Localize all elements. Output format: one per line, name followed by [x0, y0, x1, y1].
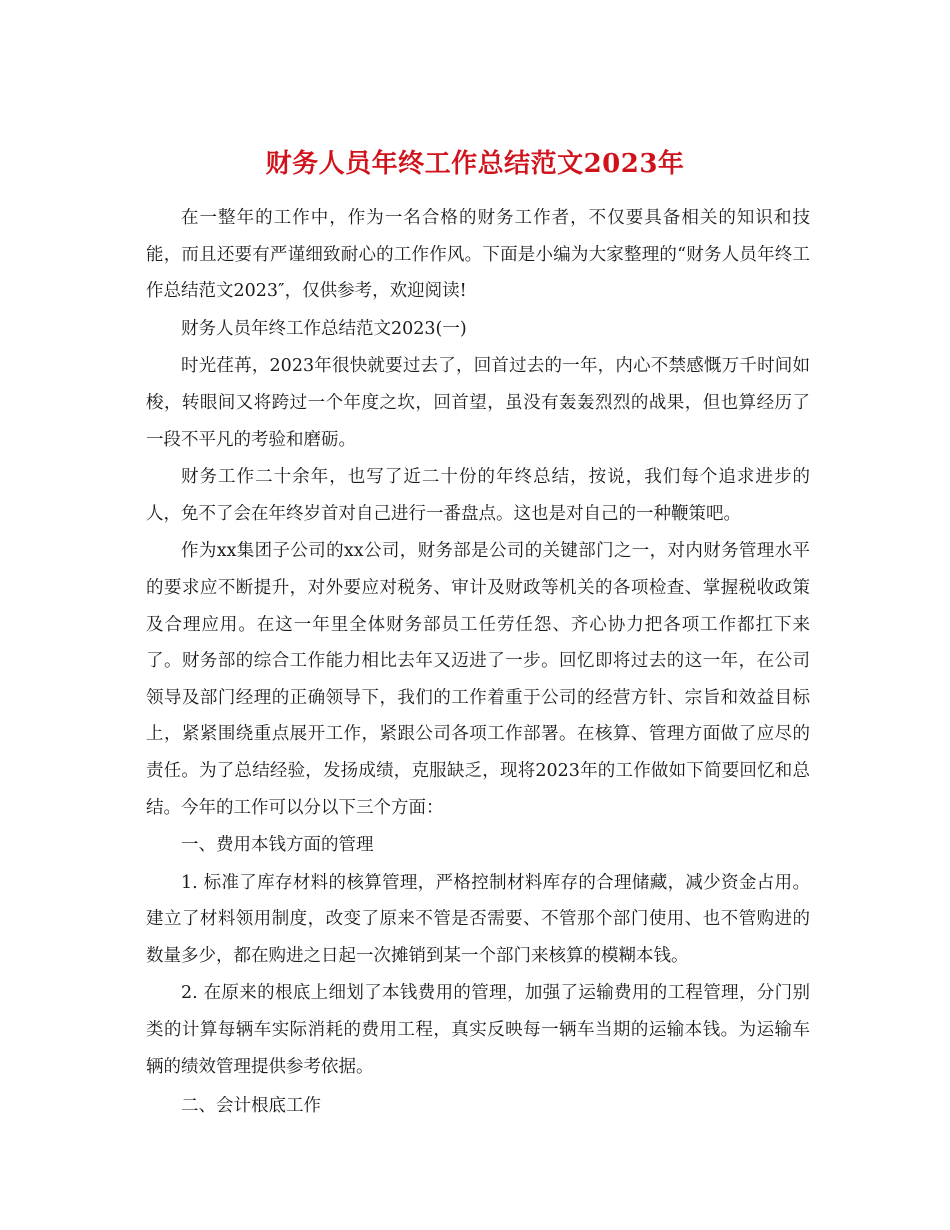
heading-1: 一、费用本钱方面的管理 — [181, 835, 374, 856]
paragraph-1: 时光荏苒，2023年很快就要过去了，回首过去的一年，内心不禁感慨万千时间如梭，转眼间又将跨过一个年度之坎，回首望，虽没有轰轰烈烈的战果，但也算经历了一段不平凡的考验和磨砺。 — [146, 356, 810, 450]
document-body — [146, 200, 810, 1125]
document-title: 财务人员年终工作总结范文2023年 — [265, 149, 685, 180]
paragraph-2: 财务工作二十余年，也写了近二十份的年终总结，按说，我们每个追求进步的人，免不了会在年终岁首对自己进行一番盘点。这也是对自己的一种鞭策吧。 — [146, 467, 810, 524]
paragraph-3: 作为xx集团子公司的xx公司，财务部是公司的关键部门之一，对内财务管理水平的要求应不断提升，对外要应对税务、审计及财政等机关的各项检查、掌握税收政策及合理应用。在这一年里全体财务部员工任劳任怨、齐心协力把各项工作都扛下来了。财务部的综合工作能力相比去年又迈进了一步。回忆即将过去的这一年，在公司领导及部门经理的正确领导下，我们的工作着重于公司的经营方针、宗旨和效益目标上，紧紧围绕重点展开工作，紧跟公司各项工作部署。在核算、管理方面做了应尽的责任。为了总结经验，发扬成绩，克服缺乏，现将2023年的工作做如下简要回忆和总结。今年的工作可以分以下三个方面： — [146, 541, 810, 818]
heading-2: 二、会计根底工作 — [181, 1096, 321, 1117]
item-1: 1. 标准了库存材料的核算管理，严格控制材料库存的合理储藏，减少资金占用。建立了材料领用制度，改变了原来不管是否需要、不管那个部门使用、也不管购进的数量多少，都在购进之日起一次摊销到某一个部门来核算的模糊本钱。 — [146, 872, 810, 966]
intro-paragraph: 在一整年的工作中，作为一名合格的财务工作者，不仅要具备相关的知识和技能，而且还要有严谨细致耐心的工作作风。下面是小编为大家整理的“财务人员年终工作总结范文2023″，仅供参考，欢迎阅读! — [146, 208, 810, 302]
section-title: 财务人员年终工作总结范文2023(一) — [181, 318, 467, 339]
item-2: 2. 在原来的根底上细划了本钱费用的管理，加强了运输费用的工程管理，分门别类的计算每辆车实际消耗的费用工程，真实反映每一辆车当期的运输本钱。为运输车辆的绩效管理提供参考依据。 — [146, 983, 810, 1077]
